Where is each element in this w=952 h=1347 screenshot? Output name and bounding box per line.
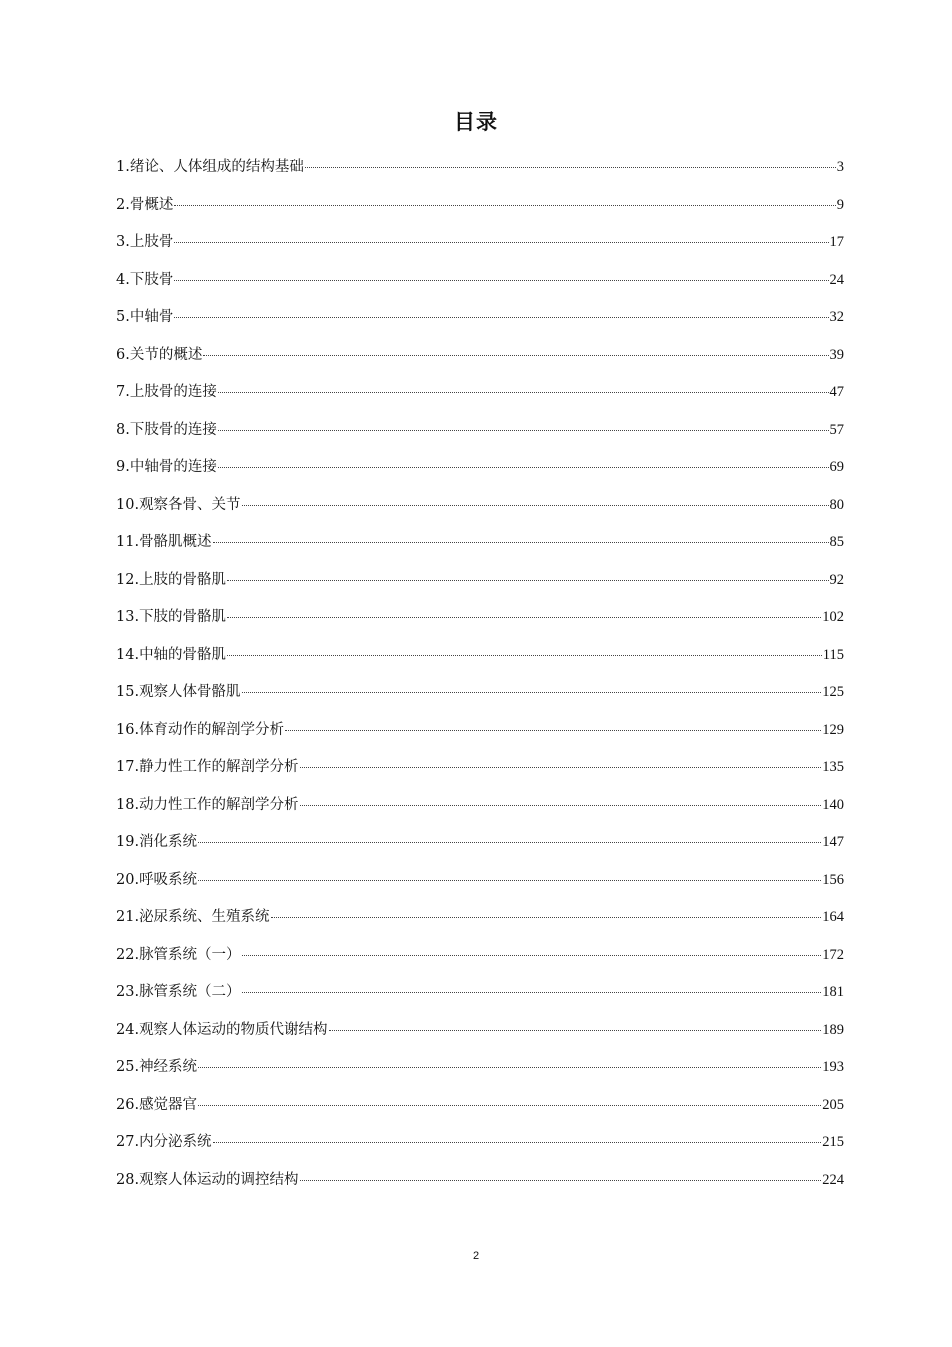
toc-entry-title: 观察人体骨骼肌 [139,684,241,700]
toc-entry-page: 140 [822,796,844,813]
toc-entry-number: 20. [116,871,140,888]
toc-entry-page: 3 [836,159,844,175]
toc-entry-number: 8. [116,421,130,438]
toc-entry-number: 7. [116,384,130,400]
toc-entry-title: 动力性工作的解剖学分析 [139,796,299,813]
toc-entry-number: 21. [116,909,140,925]
toc-entry-page: 24 [829,271,844,288]
toc-entry-number: 10. [116,496,140,513]
toc-entry[interactable] [116,942,844,980]
table-of-contents [116,154,844,1204]
toc-entry-title: 关节的概述 [129,346,203,363]
dot-leader [213,1142,822,1143]
toc-entry-page: 215 [822,1134,844,1150]
toc-entry-title: 绪论、人体组成的结构基础 [129,159,304,175]
toc-entry-number: 18. [116,796,140,813]
toc-entry[interactable] [116,342,844,380]
dot-leader [285,730,821,731]
toc-entry-page: 85 [829,534,844,550]
toc-entry[interactable] [116,867,844,905]
toc-entry-number: 5. [116,309,130,325]
toc-entry-page: 224 [822,1171,844,1188]
toc-entry-number: 2. [116,196,130,213]
toc-entry[interactable] [116,454,844,492]
dot-leader [300,1180,822,1181]
toc-entry[interactable] [116,154,844,192]
toc-entry-number: 26. [116,1096,140,1113]
dot-leader [242,505,829,506]
toc-entry[interactable] [116,304,844,342]
toc-entry[interactable] [116,604,844,642]
dot-leader [198,1105,821,1106]
dot-leader [242,955,822,956]
dot-leader [198,880,821,881]
dot-leader [203,355,828,356]
toc-entry-number: 9. [116,459,130,475]
toc-entry-number: 23. [116,984,140,1000]
toc-entry-title: 上肢骨 [129,234,174,250]
toc-entry-page: 17 [829,234,844,250]
dot-leader [305,167,836,168]
dot-leader [227,617,821,618]
toc-entry[interactable] [116,417,844,455]
toc-entry[interactable] [116,679,844,717]
toc-entry-page: 115 [822,646,844,663]
toc-entry-page: 47 [829,384,844,400]
toc-entry-title: 静力性工作的解剖学分析 [139,759,299,775]
toc-entry-title: 下肢骨的连接 [129,421,217,438]
toc-entry-page: 102 [822,609,844,625]
toc-entry-number: 13. [116,609,140,625]
toc-entry-number: 1. [116,159,130,175]
toc-entry-title: 上肢骨的连接 [129,384,217,400]
toc-entry[interactable] [116,229,844,267]
toc-entry-page: 164 [822,909,844,925]
toc-entry-number: 11. [116,534,140,550]
toc-entry-number: 25. [116,1059,140,1075]
toc-entry-page: 125 [822,684,844,700]
toc-entry-number: 4. [116,271,130,288]
toc-entry-title: 下肢的骨骼肌 [139,609,227,625]
toc-entry[interactable] [116,192,844,230]
toc-entry-page: 135 [822,759,844,775]
toc-entry[interactable] [116,717,844,755]
dot-leader [198,1067,821,1068]
toc-entry[interactable] [116,904,844,942]
toc-entry-number: 3. [116,234,130,250]
toc-entry-page: 189 [822,1021,844,1038]
toc-entry-title: 泌尿系统、生殖系统 [139,909,270,925]
toc-entry[interactable] [116,1092,844,1130]
toc-entry-page: 156 [822,871,844,888]
dot-leader [174,317,828,318]
toc-entry[interactable] [116,979,844,1017]
toc-entry[interactable] [116,1167,844,1205]
toc-entry-title: 下肢骨 [129,271,174,288]
toc-entry[interactable] [116,267,844,305]
dot-leader [213,542,829,543]
toc-entry[interactable] [116,642,844,680]
toc-entry-title: 脉管系统（二） [139,984,241,1000]
toc-entry-number: 19. [116,834,140,850]
toc-entry-number: 12. [116,571,140,588]
toc-entry-number: 15. [116,684,140,700]
toc-entry-page: 205 [822,1096,844,1113]
toc-entry-page: 57 [829,421,844,438]
toc-entry[interactable] [116,379,844,417]
dot-leader [242,992,822,993]
toc-entry-number: 6. [116,346,130,363]
toc-entry-title: 观察人体运动的调控结构 [139,1171,299,1188]
dot-leader [174,280,828,281]
toc-entry-title: 内分泌系统 [139,1134,212,1150]
toc-entry-title: 骨概述 [129,196,174,213]
dot-leader [227,580,828,581]
dot-leader [218,430,829,431]
dot-leader [329,1030,822,1031]
toc-entry-title: 脉管系统（一） [139,946,241,963]
toc-entry[interactable] [116,492,844,530]
toc-entry-title: 上肢的骨骼肌 [139,571,227,588]
toc-entry[interactable] [116,1054,844,1092]
toc-entry-page: 80 [829,496,844,513]
dot-leader [218,392,829,393]
toc-entry-page: 92 [829,571,844,588]
toc-entry[interactable] [116,1129,844,1167]
toc-entry-number: 17. [116,759,140,775]
dot-leader [300,767,822,768]
toc-entry-page: 129 [822,721,844,738]
dot-leader [218,467,829,468]
toc-entry-number: 16. [116,721,140,738]
toc-entry-title: 消化系统 [139,834,198,850]
toc-entry[interactable] [116,529,844,567]
toc-entry[interactable] [116,754,844,792]
dot-leader [198,842,821,843]
page-number: 2 [472,1250,480,1262]
toc-entry-number: 24. [116,1021,140,1038]
toc-entry-title: 感觉器官 [139,1096,198,1113]
dot-leader [227,655,822,656]
toc-entry-number: 14. [116,646,140,663]
page-title: 目录 [454,110,498,134]
toc-entry[interactable] [116,792,844,830]
toc-entry[interactable] [116,567,844,605]
toc-entry-page: 9 [836,196,844,213]
toc-entry-title: 中轴骨的连接 [129,459,217,475]
toc-entry-page: 147 [822,834,844,850]
toc-entry-number: 28. [116,1171,140,1188]
toc-entry-page: 181 [822,984,844,1000]
toc-entry-title: 呼吸系统 [139,871,198,888]
toc-entry-title: 中轴的骨骼肌 [139,646,227,663]
toc-entry[interactable] [116,1017,844,1055]
toc-entry[interactable] [116,829,844,867]
dot-leader [271,917,822,918]
toc-entry-title: 神经系统 [139,1059,198,1075]
toc-entry-title: 体育动作的解剖学分析 [139,721,285,738]
toc-entry-title: 中轴骨 [129,309,174,325]
dot-leader [300,805,822,806]
toc-entry-number: 27. [116,1134,140,1150]
toc-entry-page: 39 [829,346,844,363]
toc-entry-title: 骨骼肌概述 [139,534,212,550]
dot-leader [174,205,835,206]
dot-leader [242,692,822,693]
toc-entry-page: 172 [822,946,844,963]
toc-entry-title: 观察各骨、关节 [139,496,241,513]
toc-entry-title: 观察人体运动的物质代谢结构 [139,1021,328,1038]
toc-entry-page: 69 [829,459,844,475]
toc-entry-number: 22. [116,946,140,963]
toc-entry-page: 32 [829,309,844,325]
dot-leader [174,242,828,243]
toc-entry-page: 193 [822,1059,844,1075]
